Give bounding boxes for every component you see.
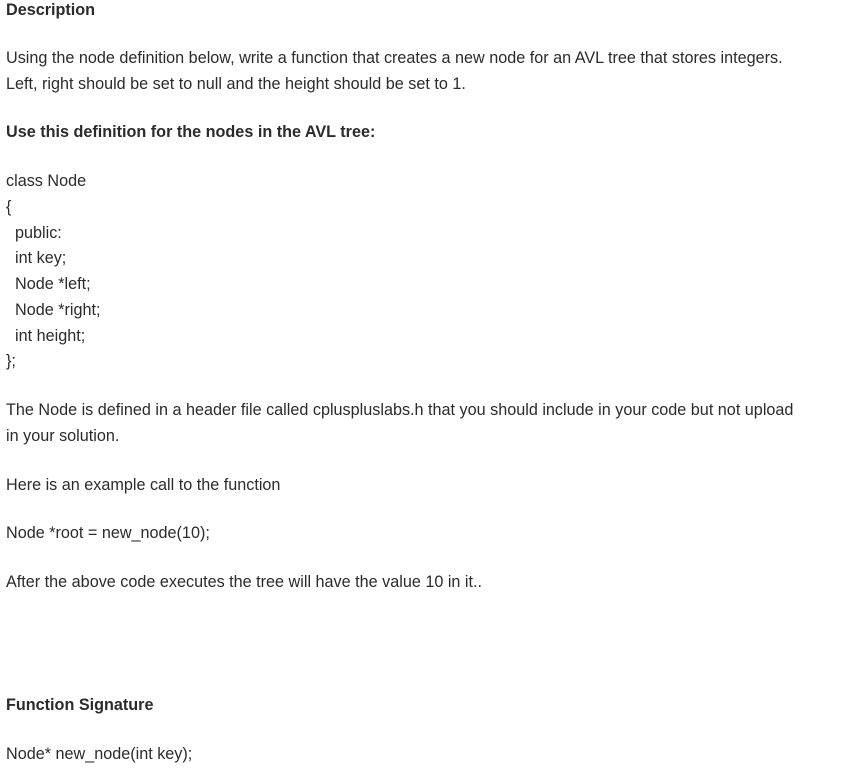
code-line: int height; (15, 327, 86, 345)
intro-paragraph-line-2: Left, right should be set to null and the height should be set to 1. (6, 75, 466, 93)
description-heading: Description (6, 1, 96, 19)
code-line: { (6, 198, 12, 216)
result-note: After the above code executes the tree will have the value 10 in it.. (6, 573, 483, 591)
code-line: class Node (6, 172, 87, 190)
code-line: Node *right; (15, 301, 101, 319)
definition-heading: Use this definition for the nodes in the AVL tree: (6, 123, 376, 141)
signature-code: Node* new_node(int key); (6, 745, 193, 763)
code-line: }; (6, 352, 16, 370)
signature-heading: Function Signature (6, 696, 154, 714)
intro-paragraph-line-1: Using the node definition below, write a function that creates a new node for an AVL tree that stores integers. (6, 49, 783, 67)
example-code: Node *root = new_node(10); (6, 524, 210, 542)
header-note-line-2: in your solution. (6, 427, 120, 445)
code-line: Node *left; (15, 275, 91, 293)
code-line: public: (15, 224, 62, 242)
header-note-line-1: The Node is defined in a header file called cpluspluslabs.h that you should include in your code but not upload (6, 401, 794, 419)
code-line: int key; (15, 249, 67, 267)
example-intro: Here is an example call to the function (6, 476, 281, 494)
